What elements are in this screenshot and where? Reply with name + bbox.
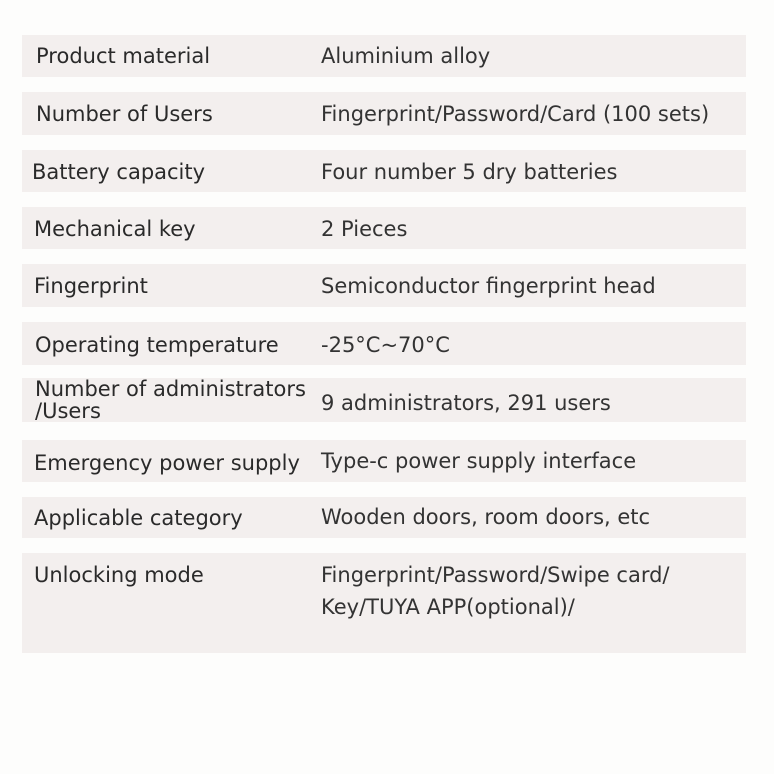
- spec-value: [321, 559, 731, 623]
- spec-label-line: /Users: [35, 399, 101, 423]
- spec-value: Semiconductor fingerprint head: [321, 274, 656, 298]
- spec-row-applicable-category: [22, 497, 746, 538]
- spec-row-operating-temperature: [22, 322, 746, 365]
- spec-label: Product material: [36, 44, 211, 68]
- spec-value: -25°C~70°C: [321, 333, 450, 357]
- spec-label: Fingerprint: [34, 274, 148, 298]
- spec-row-number-of-administrators: [22, 378, 746, 422]
- spec-label: Operating temperature: [35, 333, 279, 357]
- spec-row-battery-capacity: [22, 150, 746, 192]
- spec-value-line: Fingerprint/Password/Swipe card/: [321, 563, 670, 587]
- spec-label: Battery capacity: [32, 160, 206, 184]
- spec-label: Unlocking mode: [34, 563, 204, 587]
- spec-label: Number of Users: [36, 102, 213, 126]
- spec-value-line: Key/TUYA APP(optional)/: [321, 595, 575, 619]
- spec-row-mechanical-key: [22, 207, 746, 249]
- spec-value: Wooden doors, room doors, etc: [321, 505, 651, 529]
- spec-label: Applicable category: [34, 506, 243, 530]
- spec-label: Mechanical key: [34, 217, 196, 241]
- spec-value: Fingerprint/Password/Card (100 sets): [321, 102, 710, 126]
- spec-value: Four number 5 dry batteries: [321, 160, 618, 184]
- spec-row-fingerprint: [22, 264, 746, 307]
- spec-label: [35, 378, 325, 422]
- spec-value: Type-c power supply interface: [321, 449, 637, 473]
- spec-row-product-material: [22, 35, 746, 77]
- spec-value: 9 administrators, 291 users: [321, 391, 611, 415]
- spec-row-emergency-power-supply: [22, 440, 746, 482]
- spec-value: 2 Pieces: [321, 217, 408, 241]
- spec-row-unlocking-mode: [22, 553, 746, 653]
- spec-value: Aluminium alloy: [321, 44, 491, 68]
- spec-row-number-of-users: [22, 92, 746, 135]
- spec-label: Emergency power supply: [34, 451, 300, 475]
- spec-label-line: Number of administrators: [35, 377, 306, 401]
